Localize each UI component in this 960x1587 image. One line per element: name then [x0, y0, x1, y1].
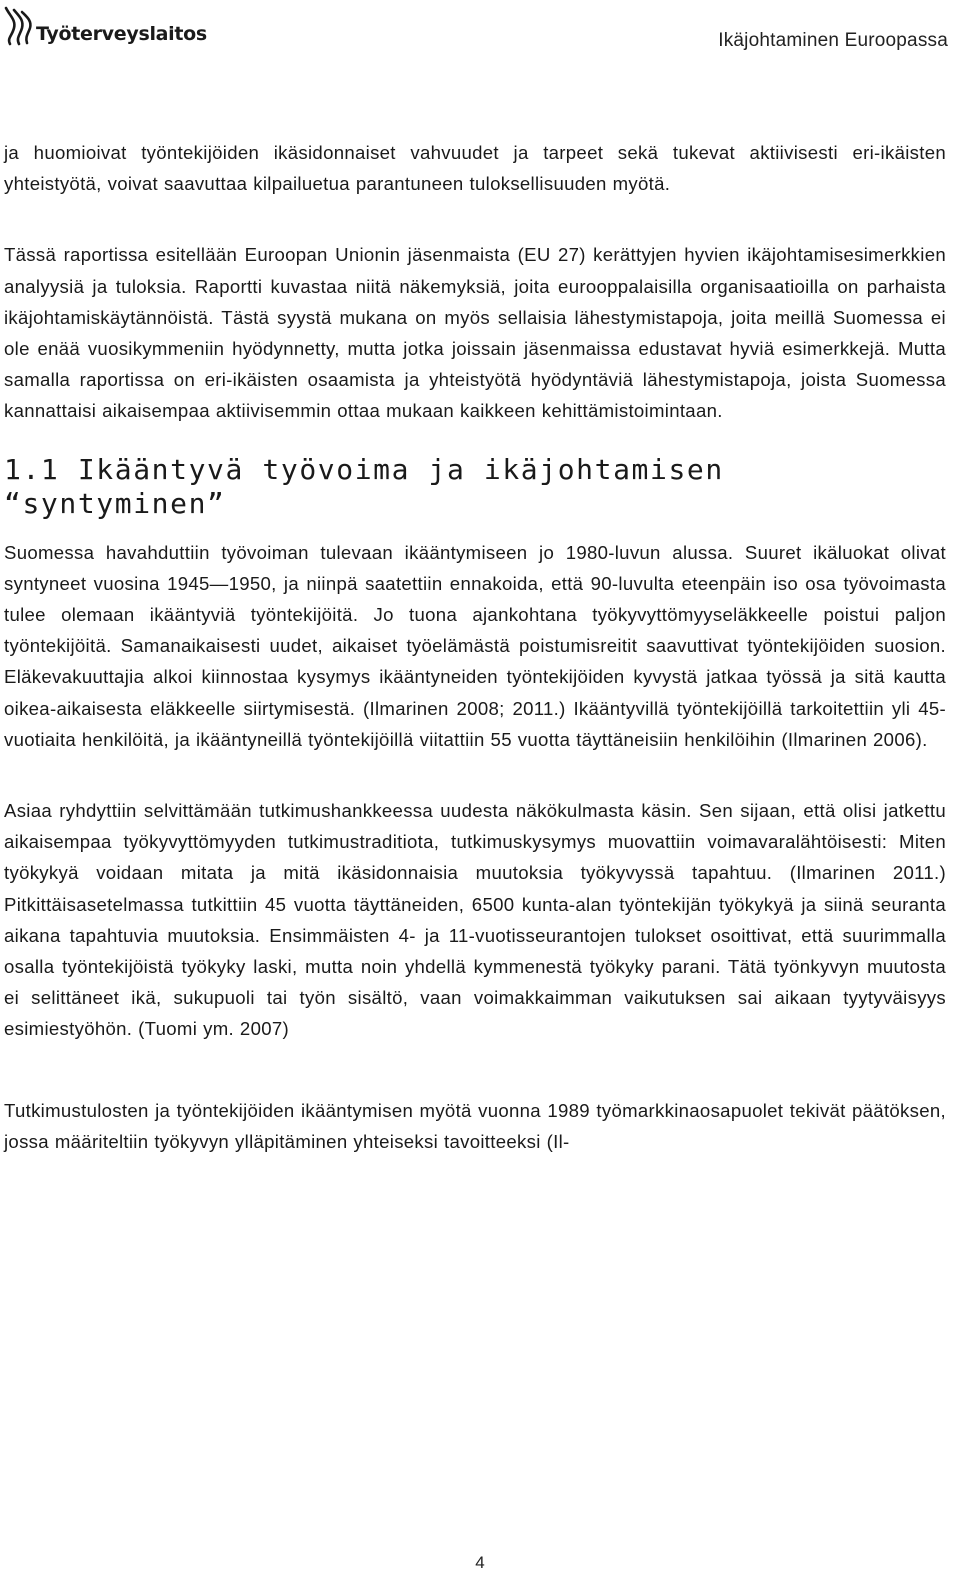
paragraph-5: Tutkimustulosten ja työntekijöiden ikääntymisen myötä vuonna 1989 työmarkkinaosapuolet tekivät päätöksen, jossa määriteltiin työkyvyn ylläpitäminen yhteiseksi tavoitteeksi (Il- [4, 1099, 946, 1152]
paragraph-1: ja huomioivat työntekijöiden ikäsidonnaiset vahvuudet ja tarpeet sekä tukevat aktiivisesti eri-ikäisten yhteistyötä, voivat saavuttaa kilpailuetua parantuneen tuloksellisuuden myötä. [4, 142, 946, 195]
logo-mark-icon [4, 6, 34, 46]
logo-text: Työterveyslaitos [36, 23, 207, 45]
paragraph-4: Asiaa ryhdyttiin selvittämään tutkimushankkeessa uudesta näkökulmasta käsin. Sen sijaan, että olisi jatkettu aikaisempaa työkyvyttömyyden tutkimustraditiota, tutkimuskysymys muovattiin voimavaralähtöisesti: Miten työkykyä voidaan mitata ja mitä ikäsidonnaisia muutoksia työkyvyssä tapahtuu. (Ilmarinen 2011.) Pitkittäisasetelmassa tutkittiin 45 vuotta täyttäneiden, 6500 kunta-alan työntekijän työkykyä ja siinä seuranta aikana tapahtuvia muutoksia. Ensimmäisten 4- ja 11-vuotisseurantojen tulokset osoittivat, että suurimmalla osalla työntekijöistä työkyky laski, mutta noin yhdellä kymmenestä työkyky parani. Tätä työnkyvyn muutosta ei selittäneet ikä, sukupuoli tai työn sisältö, vaan voimakkaimman vaikutuksen sai aikaan tyytyväisyys esimiestyöhön. (Tuomi ym. 2007) [4, 800, 946, 1040]
paragraph-3: Suomessa havahduttiin työvoiman tulevaan ikääntymiseen jo 1980-luvun alussa. Suuret ikäluokat olivat syntyneet vuosina 1945—1950, ja niinpä saatettiin ennakoida, että 90-luvulta eteenpäin iso osa työvoimasta tulee olemaan ikääntyviä työntekijöitä. Jo tuona ajankohtana työkyvyttömyyseläkkeelle poistui paljon työntekijöitä. Samanaikaisesti uudet, aikaiset työelämästä poistumisreitit saavuttivat työntekijöiden suosion. Eläkevakuuttajia alkoi kiinnostaa kysymys ikääntyneiden työntekijöiden kyvystä jatkaa työssä ja sitä kautta oikea-aikaisesta eläkkeelle siirtymisestä. (Ilmarinen 2008; 2011.) Ikääntyvillä työntekijöillä tarkoitettiin yli 45-vuotiaita henkilöitä, ja ikääntyneillä työntekijöillä viitattiin 55 vuotta täyttäneisiin henkilöihin (Ilmarinen 2006). [4, 541, 946, 750]
logo [4, 6, 207, 46]
paragraph-2: Tässä raportissa esitellään Euroopan Unionin jäsenmaista (EU 27) kerättyjen hyvien ikäjohtamisesimerkkien analyysiä ja tuloksia. Raportti kuvastaa niitä näkemyksiä, joita eurooppalaisilla organisaatioilla on parhaista ikäjohtamiskäytännöistä. Tästä syystä mukana on myös sellaisia lähestymistapoja, joita meillä Suomessa ei ole enää vuosikymmeniin hyödynnetty, mutta jotka joissain jäsenmaissa edustavat hyviä esimerkkejä. Mutta samalla raportissa on eri-ikäisten osaamista ja yhteistyötä hyödyntäviä lähestymistapoja, joista Suomessa kannattaisi aikaisempaa aktiivisemmin ottaa mukaan kaikkeen kehittämistoimintaan. [4, 244, 946, 422]
page-number: 4 [475, 1553, 485, 1572]
page-content [4, 137, 946, 1157]
page-header [0, 0, 960, 70]
section-heading: 1.1 Ikääntyvä työvoima ja ikäjohtamisen “syntyminen” [4, 452, 724, 520]
running-title: Ikäjohtaminen Euroopassa [718, 30, 948, 51]
